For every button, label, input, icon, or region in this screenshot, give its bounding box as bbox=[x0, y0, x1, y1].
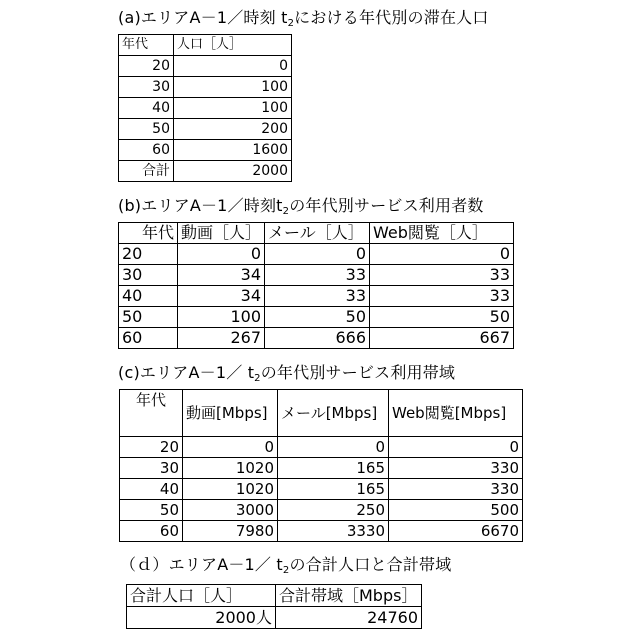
table-total-row bbox=[119, 161, 292, 182]
cell-video: 3000 bbox=[183, 500, 278, 521]
header-mail: メール[Mbps] bbox=[278, 390, 389, 437]
cell-video: 100 bbox=[178, 307, 265, 328]
cell-population: 1600 bbox=[174, 140, 292, 161]
cell-web: 6670 bbox=[389, 521, 523, 542]
cell-age: 40 bbox=[119, 98, 174, 119]
table-row bbox=[120, 479, 523, 500]
section-c-title-pre: (c)エリアA－1／ t bbox=[118, 363, 254, 382]
cell-video: 34 bbox=[178, 265, 265, 286]
section-d-title-post: の合計人口と合計帯域 bbox=[289, 555, 451, 574]
cell-age: 40 bbox=[120, 479, 183, 500]
section-a-title-sub: 2 bbox=[288, 18, 295, 29]
cell-mail: 165 bbox=[278, 479, 389, 500]
section-c-title bbox=[118, 363, 455, 389]
header-web: Web閲覧［人］ bbox=[370, 223, 514, 244]
section-d-title-pre: （ｄ）エリアA－1／ t bbox=[120, 555, 283, 574]
cell-mail: 250 bbox=[278, 500, 389, 521]
cell-video: 0 bbox=[178, 244, 265, 265]
cell-web: 0 bbox=[389, 437, 523, 458]
table-row bbox=[119, 307, 514, 328]
cell-population: 0 bbox=[174, 56, 292, 77]
section-d-title-sub: 2 bbox=[283, 565, 290, 576]
section-c-title-post: の年代別サービス利用帯域 bbox=[261, 363, 455, 382]
header-age: 年代 bbox=[119, 35, 174, 56]
cell-age: 50 bbox=[119, 307, 178, 328]
section-b-title bbox=[118, 196, 484, 222]
cell-video: 0 bbox=[183, 437, 278, 458]
cell-video: 267 bbox=[178, 328, 265, 349]
cell-web: 33 bbox=[370, 286, 514, 307]
table-c-service-bandwidth bbox=[119, 389, 523, 542]
table-row bbox=[120, 500, 523, 521]
table-row bbox=[127, 607, 422, 629]
table-row bbox=[120, 458, 523, 479]
cell-age: 30 bbox=[119, 265, 178, 286]
cell-mail: 666 bbox=[265, 328, 370, 349]
header-total-bandwidth: 合計帯域［Mbps］ bbox=[276, 585, 422, 607]
table-row bbox=[119, 140, 292, 161]
cell-mail: 3330 bbox=[278, 521, 389, 542]
header-population: 人口［人］ bbox=[174, 35, 292, 56]
table-row bbox=[119, 98, 292, 119]
cell-video: 1020 bbox=[183, 479, 278, 500]
cell-mail: 33 bbox=[265, 286, 370, 307]
section-b-title-post: の年代別サービス利用者数 bbox=[289, 196, 483, 215]
header-video: 動画［人］ bbox=[178, 223, 265, 244]
cell-age: 20 bbox=[119, 56, 174, 77]
header-web: Web閲覧[Mbps] bbox=[389, 390, 523, 437]
cell-age: 20 bbox=[120, 437, 183, 458]
cell-web: 0 bbox=[370, 244, 514, 265]
cell-web: 500 bbox=[389, 500, 523, 521]
cell-age: 20 bbox=[119, 244, 178, 265]
cell-age: 60 bbox=[119, 328, 178, 349]
table-header-row bbox=[119, 223, 514, 244]
section-a-title-pre: (a)エリアA－1／時刻 t bbox=[118, 8, 288, 27]
cell-population: 100 bbox=[174, 98, 292, 119]
cell-age: 60 bbox=[119, 140, 174, 161]
cell-mail: 33 bbox=[265, 265, 370, 286]
cell-total-label: 合計 bbox=[119, 161, 174, 182]
table-a-population bbox=[118, 34, 292, 182]
header-mail: メール［人］ bbox=[265, 223, 370, 244]
cell-video: 1020 bbox=[183, 458, 278, 479]
table-header-row bbox=[119, 35, 292, 56]
section-c-title-sub: 2 bbox=[254, 373, 261, 384]
cell-mail: 165 bbox=[278, 458, 389, 479]
cell-total-bandwidth: 24760 bbox=[276, 607, 422, 629]
table-header-row bbox=[127, 585, 422, 607]
table-row bbox=[120, 521, 523, 542]
cell-mail: 0 bbox=[278, 437, 389, 458]
table-row bbox=[119, 244, 514, 265]
cell-age: 50 bbox=[119, 119, 174, 140]
cell-video: 7980 bbox=[183, 521, 278, 542]
cell-web: 50 bbox=[370, 307, 514, 328]
cell-age: 60 bbox=[120, 521, 183, 542]
cell-population: 100 bbox=[174, 77, 292, 98]
section-d-title bbox=[120, 555, 451, 581]
table-row bbox=[119, 286, 514, 307]
table-row bbox=[119, 265, 514, 286]
cell-total-population: 2000人 bbox=[127, 607, 276, 629]
cell-age: 40 bbox=[119, 286, 178, 307]
header-age: 年代 bbox=[120, 390, 183, 437]
cell-age: 30 bbox=[120, 458, 183, 479]
cell-web: 33 bbox=[370, 265, 514, 286]
header-total-population: 合計人口［人］ bbox=[127, 585, 276, 607]
section-b-title-pre: (b)エリアA－1／時刻t bbox=[118, 196, 283, 215]
header-video: 動画[Mbps] bbox=[183, 390, 278, 437]
table-row bbox=[120, 437, 523, 458]
cell-population: 200 bbox=[174, 119, 292, 140]
cell-mail: 0 bbox=[265, 244, 370, 265]
cell-age: 30 bbox=[119, 77, 174, 98]
cell-web: 667 bbox=[370, 328, 514, 349]
section-a-title bbox=[118, 8, 489, 34]
cell-web: 330 bbox=[389, 458, 523, 479]
table-d-totals bbox=[126, 584, 422, 629]
table-row bbox=[119, 119, 292, 140]
cell-total-population: 2000 bbox=[174, 161, 292, 182]
section-b-title-sub: 2 bbox=[283, 206, 290, 217]
cell-age: 50 bbox=[120, 500, 183, 521]
table-row bbox=[119, 77, 292, 98]
header-age: 年代 bbox=[119, 223, 178, 244]
cell-web: 330 bbox=[389, 479, 523, 500]
cell-mail: 50 bbox=[265, 307, 370, 328]
table-b-service-users bbox=[118, 222, 514, 349]
table-header-row bbox=[120, 390, 523, 437]
section-a-title-post: における年代別の滞在人口 bbox=[294, 8, 488, 27]
cell-video: 34 bbox=[178, 286, 265, 307]
table-row bbox=[119, 328, 514, 349]
table-row bbox=[119, 56, 292, 77]
